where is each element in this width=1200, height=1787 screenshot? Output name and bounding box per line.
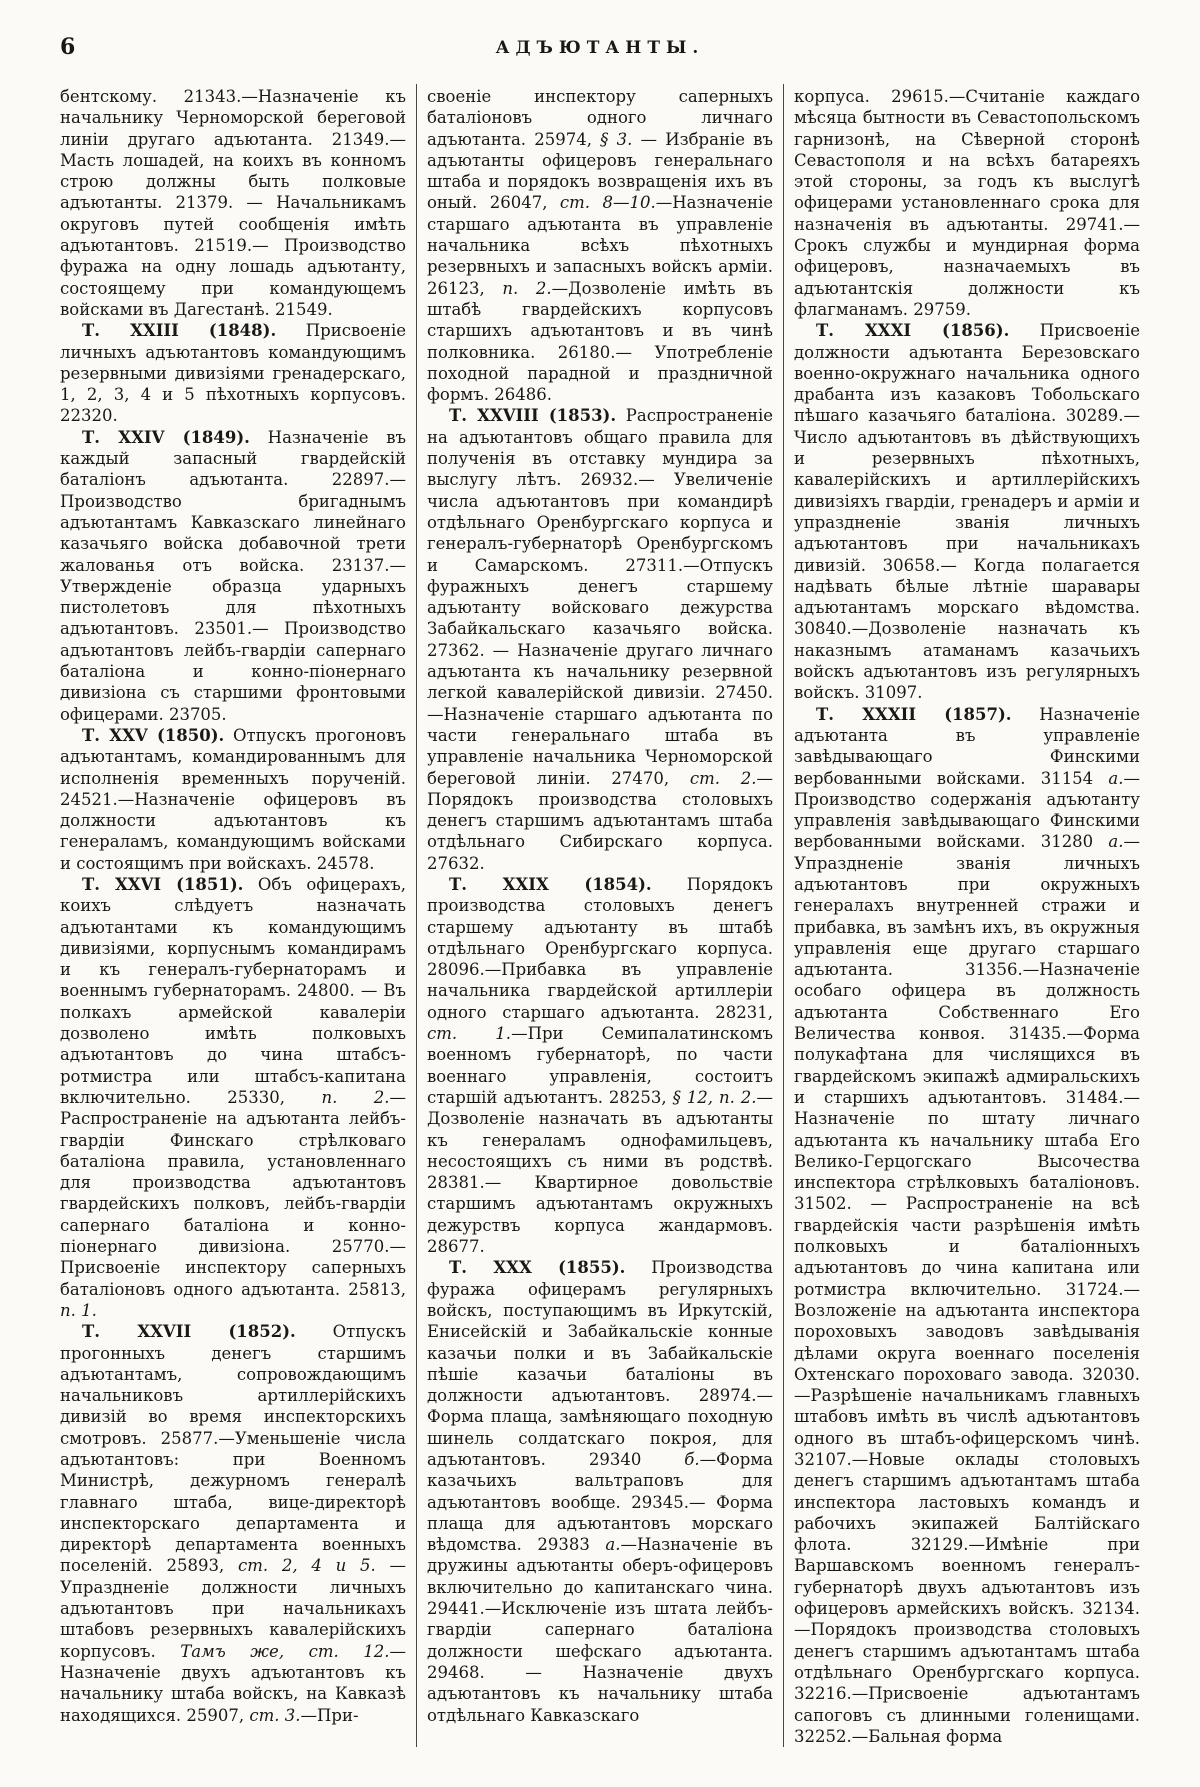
entry-text: Распространеніе на адъютантовъ общаго правила для полученія въ отставку мундира за выслугу лѣтъ. 26932.— Увеличеніе числа адъютантовъ при командирѣ отдѣльнаго Оренбургскаго корпуса и генералъ-губернаторѣ Оренбургскомъ и Самарскомъ. 27311.—Отпускъ фуражныхъ денегъ старшему адъютанту войсковаго дежурства Забайкальскаго казачьяго войска. 27362. — Назначеніе другаго личнаго адъютанта къ начальнику резервной легкой кавалерійской дивизіи. 27450.—Назначеніе старшаго адъютанта по части генеральнаго штаба въ управленіе начальника Черноморской береговой линіи. 27470,	[427, 406, 773, 788]
entry-text: —Порядокъ производства столовыхъ денегъ старшимъ адъютантамъ штаба отдѣльнаго Сибирскаго корпуса. 27632.	[427, 768, 773, 873]
reference-citation: б.	[684, 1450, 700, 1469]
text-columns	[50, 84, 1150, 1747]
entry-text: Присвоеніе личныхъ адъютантовъ командующимъ резервными дивизіями гренадерскаго, 1, 2, 3, 4 и 5 пѣхотныхъ корпусовъ. 22320.	[60, 321, 406, 426]
entry-text: Объ офицерахъ, коихъ слѣдуетъ назначать адъютантами къ командующимъ дивизіями, корпуснымъ командирамъ и къ генералъ-губернаторамъ и военнымъ губернаторамъ. 24800. — Въ полкахъ армейской кавалеріи дозволено имѣть полковыхъ адъютантовъ до чина штабсъ-ротмистра или штабсъ-капитана включительно. 25330,	[60, 874, 406, 1107]
entry-text: —Дозволеніе назначать въ адъютанты къ генераламъ однофамильцевъ, несостоящихъ съ ними въ родствѣ. 28381.— Квартирное довольствіе старшимъ адъютантамъ окружныхъ дежурствъ корпуса жандармовъ. 28677.	[427, 1087, 774, 1257]
reference-citation: ст. 2.	[689, 768, 757, 788]
entry-text: Отпускъ прогоновъ адъютантамъ, командированнымъ для исполненія временныхъ порученій. 24521.—Назначеніе офицеровъ въ должности адъютантовъ къ генераламъ, командующимъ войсками и состоящимъ при войскахъ. 24578.	[60, 725, 406, 873]
index-section-paragraph	[60, 1321, 406, 1726]
section-heading: Т. XXIII (1848).	[82, 321, 277, 341]
page-header	[50, 28, 1150, 76]
section-heading: Т. XXIV (1849).	[82, 427, 250, 447]
entry-text: —Упраздненіе званія личныхъ адъютантовъ при окружныхъ генералахъ внутренней стражи и прибавка, въ замѣнъ ихъ, въ окружныя управленія еще другаго старшаго адъютанта. 31356.—Назначеніе особаго офицера въ должность адъютанта Собственнаго Его Величества конвоя. 31435.—Форма полукафтана для числящихся въ гвардейскомъ экипажѣ адмиральскихъ и старшихъ адъютантовъ. 31484.—Назначеніе по штату личнаго адъютанта къ начальнику штаба Его Велико-Герцогскаго Высочества инспектора стрѣлковыхъ баталіоновъ. 31502. — Распространеніе на всѣ гвардейскія части разрѣшенія имѣть полковыхъ и баталіонныхъ адъютантовъ до чина капитана или ротмистра включительно. 31724.—Возложеніе на адъютанта инспектора пороховыхъ заводовъ завѣдыванія дѣлами округа военнаго поселенія Охтенскаго пороховаго завода. 32030.—Разрѣшеніе начальникамъ главныхъ штабовъ имѣть въ числѣ адъютантовъ одного въ штабъ-офицерскомъ чинѣ. 32107.—Новые оклады столовыхъ денегъ старшимъ адъютантамъ штаба инспектора ластовыхъ командъ и рабочихъ экипажей Балтійскаго флота. 32129.—Имѣніе при Варшавскомъ военномъ генералъ-губернаторѣ двухъ адъютантовъ изъ офицеровъ армейскихъ войскъ. 32134.—Порядокъ производства столовыхъ денегъ старшимъ адъютантамъ штаба отдѣльнаго Оренбургскаго корпуса. 32216.—Присвоеніе адъютантамъ сапоговъ съ длинными голенищами. 32252.—Бальная форма	[794, 832, 1140, 1746]
entry-text: —Назначеніе двухъ адъютантовъ къ начальнику штаба войскъ, на Кавказѣ находящихся. 25907,	[60, 1641, 406, 1725]
entry-text: Производства фуража офицерамъ регулярныхъ войскъ, поступающимъ въ Иркутскій, Енисейскій и Забайкальскіе конные казачьи полки и въ Забайкальскіе пѣшіе казачьи баталіоны въ должности адъютантовъ. 28974.—Форма плаща, замѣняющаго походную шинель солдатскаго покроя, для адъютантовъ. 29340	[427, 1258, 773, 1469]
entry-text: —Назначеніе въ дружины адъютанты оберъ-офицеровъ включительно до капитанскаго чина. 29441.—Исключеніе изъ штата лейбъ-гвардіи сапернаго баталіона должности шефскаго адъютанта. 29468. — Назначеніе двухъ адъютантовъ къ начальнику штаба отдѣльнаго Кавказскаго	[427, 1535, 773, 1725]
section-heading: Т. XXV (1850).	[82, 725, 225, 745]
entry-text: корпуса. 29615.—Считаніе каждаго мѣсяца бытности въ Севастопольскомъ гарнизонѣ, на Сѣверной сторонѣ Севастополя и на всѣхъ батареяхъ этой стороны, за годъ къ выслугѣ офицерами установленнаго срока для назначенія въ адъютанты. 29741.—Срокъ службы и мундирная форма офицеровъ, назначаемыхъ въ адъютантскія должности къ флагманамъ. 29759.	[794, 87, 1140, 319]
index-section-paragraph	[427, 405, 773, 874]
section-heading: Т. XXXI (1856).	[816, 321, 1010, 341]
entry-text: —Производство содержанія адъютанту управленія завѣдывающаго Финскими вербованными войсками. 31280	[794, 768, 1140, 852]
index-section-paragraph	[60, 725, 406, 874]
reference-citation: § 12, п. 2.	[672, 1087, 757, 1107]
index-section-paragraph	[60, 427, 406, 725]
reference-citation: Тамъ же, ст. 12.	[180, 1641, 390, 1661]
section-heading: Т. XXVI (1851).	[82, 874, 244, 894]
index-section-paragraph	[794, 320, 1140, 703]
index-section-paragraph	[60, 874, 406, 1321]
column-3	[783, 84, 1150, 1747]
reference-citation: § 3.	[600, 129, 633, 149]
entry-text: Присвоеніе должности адъютанта Березовскаго военно-окружнаго начальника одного драбанта изъ казаковъ Тобольскаго пѣшаго казачьяго баталіона. 30289.—Число адъютантовъ въ дѣйствующихъ и резервныхъ пѣхотныхъ, кавалерійскихъ и артиллерійскихъ дивизіяхъ гвардіи, гренадеръ и арміи и упраздненіе званія личныхъ адъютантовъ при начальникахъ дивизій. 30658.— Когда полагается надѣвать бѣлые лѣтніе шаравары адъютантамъ морскаго вѣдомства. 30840.—Дозволеніе назначать къ наказнымъ атаманамъ казачьихъ войскъ адъютантовъ изъ регулярныхъ войскъ. 31097.	[794, 321, 1140, 703]
index-entry-paragraph	[794, 86, 1140, 320]
running-title: АДЪЮТАНТЫ.	[495, 38, 705, 58]
entry-text: —При-	[300, 1705, 359, 1725]
entry-text: Порядокъ производства столовыхъ денегъ старшему адъютанту въ штабѣ отдѣльнаго Оренбургскаго корпуса. 28096.—Прибавка въ управленіе начальника гвардейской артиллеріи одного старшаго адъютанта. 28231,	[427, 874, 773, 1022]
entry-text: Назначеніе въ каждый запасный гвардейскій баталіонъ адъютанта. 22897.—Производство бригаднымъ адъютантамъ Кавказскаго линейнаго казачьяго войска добавочной трети жалованья отъ войска. 23137.—Утвержденіе образца ударныхъ пистолетовъ для пѣхотныхъ адъютантовъ. 23501.— Производство адъютантовъ лейбъ-гвардіи сапернаго баталіона и конно-піонернаго дивизіона съ старшими фронтовыми офицерами. 23705.	[60, 427, 406, 724]
entry-text: —Распространеніе на адъютанта лейбъ-гвардіи Финскаго стрѣлковаго баталіона правила, установленнаго для производства адъютантовъ гвардейскихъ полковъ, лейбъ-гвардіи сапернаго баталіона и конно-піонернаго дивизіона. 25770.—Присвоеніе инспектору саперныхъ баталіоновъ одного адъютанта. 25813,	[60, 1087, 406, 1299]
reference-citation: а.	[1108, 832, 1124, 852]
reference-citation: п. 2.	[321, 1087, 390, 1107]
index-section-paragraph	[427, 874, 773, 1257]
entry-text: — Упраздненіе должности личныхъ адъютантовъ при начальникахъ штабовъ резервныхъ кавалерійскихъ корпусовъ.	[60, 1556, 406, 1661]
section-heading: Т. XXVIII (1853).	[449, 406, 617, 426]
page-number: 6	[60, 34, 76, 60]
reference-citation: ст. 1.	[427, 1024, 512, 1044]
reference-citation: ст. 2, 4 и 5.	[237, 1556, 376, 1576]
reference-citation: ст. 3.	[249, 1705, 301, 1725]
column-1	[50, 84, 416, 1747]
entry-text: Назначеніе адъютанта въ управленіе завѣдывающаго Финскими вербованными войсками. 31154	[794, 704, 1140, 788]
entry-text: Отпускъ прогонныхъ денегъ старшимъ адъютантамъ, сопровождающимъ начальниковъ артиллерійскихъ дивизій во время инспекторскихъ смотровъ. 25877.—Уменьшеніе числа адъютантовъ: при Военномъ Министрѣ, дежурномъ генералѣ главнаго штаба, вице-директорѣ инспекторскаго департамента и директорѣ департамента военныхъ поселеній. 25893,	[60, 1322, 406, 1576]
reference-citation: а.	[605, 1535, 621, 1555]
entry-text: —Назначеніе старшаго адъютанта въ управленіе начальника всѣхъ пѣхотныхъ резервныхъ и запасныхъ войскъ арміи. 26123,	[427, 193, 773, 298]
reference-citation: ст. 8—10.	[559, 193, 656, 213]
section-heading: Т. XXX (1855).	[449, 1258, 626, 1278]
reference-citation: п. 1.	[60, 1300, 97, 1320]
section-heading: Т. XXVII (1852).	[82, 1322, 296, 1342]
entry-text: —Форма казачьихъ вальтраповъ для адъютантовъ вообще. 29345.— Форма плаща для адъютантовъ морскаго вѣдомства. 29383	[427, 1450, 773, 1555]
index-entry-paragraph	[60, 86, 406, 320]
entry-text: — Избраніе въ адъютанты офицеровъ генеральнаго штаба и порядокъ возвращенія ихъ въ оный. 26047,	[427, 129, 773, 213]
section-heading: Т. XXIX (1854).	[449, 874, 652, 894]
entry-text: —При Семипалатинскомъ военномъ губернаторѣ, по части военнаго управленія, состоитъ старшій адъютантъ. 28253,	[427, 1024, 774, 1107]
entry-text: —Дозволеніе имѣть въ штабѣ гвардейскихъ корпусовъ старшихъ адъютантовъ и въ чинѣ полковника. 26180.— Употребленіе походной парадной и праздничной формъ. 26486.	[427, 278, 773, 405]
entry-text: бентскому. 21343.—Назначеніе къ начальнику Черноморской береговой линіи другаго адъютанта. 21349.—Масть лошадей, на коихъ въ конномъ строю должны быть полковые адъютанты. 21379. — Начальникамъ округовъ путей сообщенія имѣть адъютантовъ. 21519.— Производство фуража на одну лошадь адъютанту, состоящему при командующемъ войсками въ Дагестанѣ. 21549.	[60, 87, 406, 319]
reference-citation: а.	[1108, 768, 1124, 788]
entry-text: своеніе инспектору саперныхъ баталіоновъ одного личнаго адъютанта. 25974,	[427, 87, 773, 149]
section-heading: Т. XXXII (1857).	[816, 704, 1012, 724]
index-entry-paragraph	[427, 86, 773, 405]
index-section-paragraph	[427, 1257, 773, 1726]
column-2	[416, 84, 783, 1747]
reference-citation: п. 2.	[502, 278, 552, 298]
index-section-paragraph	[794, 704, 1140, 1748]
index-section-paragraph	[60, 320, 406, 426]
